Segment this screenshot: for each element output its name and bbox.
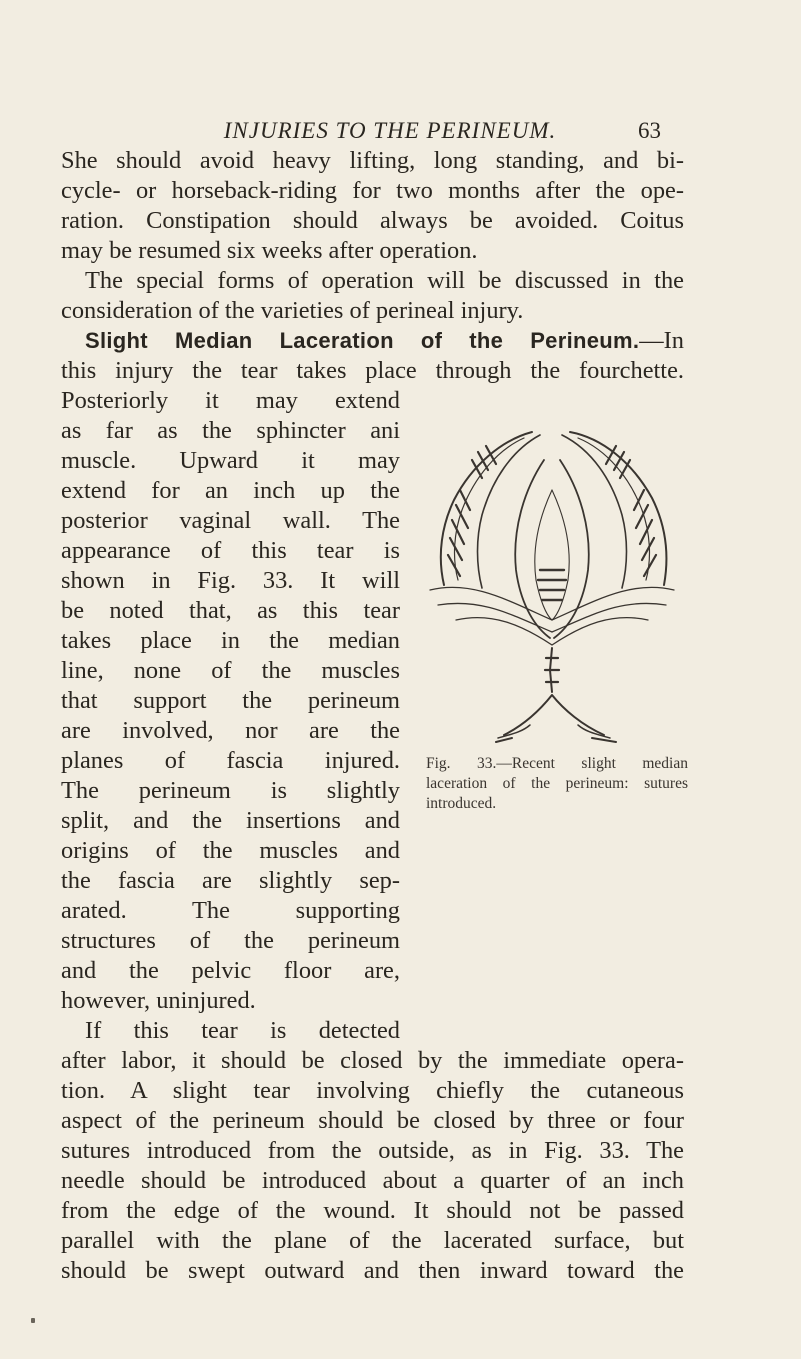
running-title: INJURIES TO THE PERINEUM. [223,118,557,143]
text-line: should be swept outward and then inward toward the [61,1257,684,1284]
text-line: muscle. Upward it may [61,447,400,474]
text-line: If this tear is detected [85,1017,400,1044]
text-line: structures of the perineum [61,927,400,954]
text-line: planes of fascia injured. [61,747,400,774]
caption-line: Fig. 33.—Recent slight median [426,755,688,772]
text-line: and the pelvic floor are, [61,957,400,984]
text-run: —In [639,327,684,354]
text-line: takes place in the median [61,627,400,654]
page-number: 63 [638,118,661,143]
caption-line: laceration of the perineum: sutures [426,775,688,792]
figure-caption [426,754,688,814]
text-line: consideration of the varieties of perineal injury. [61,297,524,324]
text-line: shown in Fig. 33. It will [61,567,400,594]
text-line: appearance of this tear is [61,537,400,564]
figure-33 [412,420,690,750]
section-heading: Slight Median Laceration of the Perineum. [85,328,640,353]
text-line: posterior vaginal wall. The [61,507,400,534]
text-line: Posteriorly it may extend [61,387,400,414]
text-line: The special forms of operation will be discussed in the [85,267,684,294]
text-line: as far as the sphincter ani [61,417,400,444]
text-line: She should avoid heavy lifting, long standing, and bi- [61,147,684,174]
text-line: split, and the insertions and [61,807,400,834]
text-line: arated. The supporting [61,897,400,924]
perineum-illustration-icon [412,420,690,750]
page-header [0,118,801,148]
text-line: after labor, it should be closed by the immediate opera- [61,1047,684,1074]
text-line: origins of the muscles and [61,837,400,864]
text-line: needle should be introduced about a quarter of an inch [61,1167,684,1194]
text-line: may be resumed six weeks after operation. [61,237,478,264]
text-line: are involved, nor are the [61,717,400,744]
text-line: line, none of the muscles [61,657,400,684]
text-line: aspect of the perineum should be closed by three or four [61,1107,684,1134]
text-line: parallel with the plane of the lacerated surface, but [61,1227,684,1254]
text-line: sutures introduced from the outside, as in Fig. 33. The [61,1137,684,1164]
text-line: ration. Constipation should always be avoided. Coitus [61,207,684,234]
text-line: The perineum is slightly [61,777,400,804]
caption-line: introduced. [426,795,497,812]
text-line: the fascia are slightly sep- [61,867,400,894]
text-line: however, uninjured. [61,987,256,1014]
print-speck [31,1318,35,1323]
text-line: cycle- or horseback-riding for two months after the ope- [61,177,684,204]
section-heading-line [85,326,684,356]
text-line: that support the perineum [61,687,400,714]
text-line: this injury the tear takes place through the fourchette. [61,357,684,384]
text-line: tion. A slight tear involving chiefly the cutaneous [61,1077,684,1104]
text-line: extend for an inch up the [61,477,400,504]
text-line: from the edge of the wound. It should not be passed [61,1197,684,1224]
text-line: be noted that, as this tear [61,597,400,624]
